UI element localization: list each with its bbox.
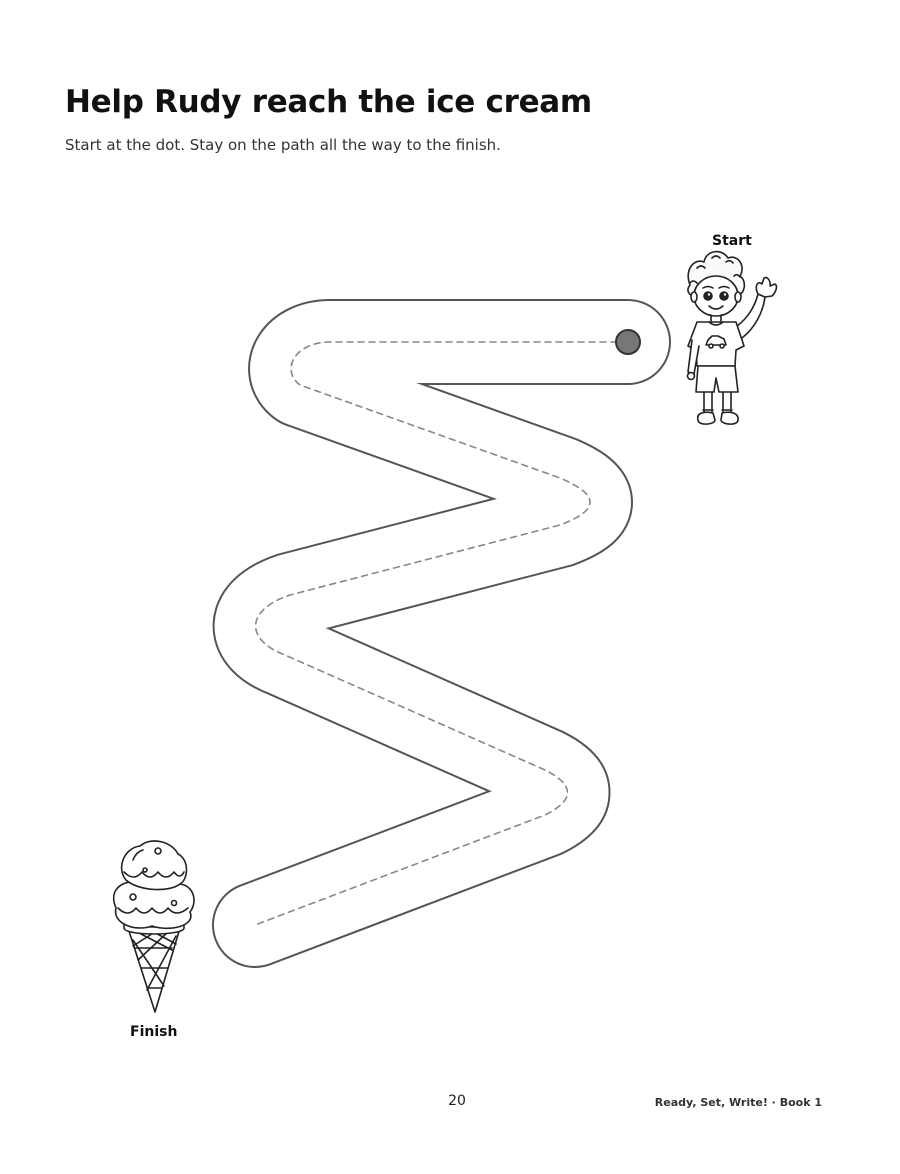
- maze-path-fill: [255, 342, 628, 925]
- start-label: Start: [712, 233, 752, 249]
- rudy-boy-illustration: [688, 252, 777, 425]
- book-title-footer: Ready, Set, Write! · Book 1: [654, 1096, 822, 1109]
- page-number: 20: [448, 1093, 466, 1109]
- ice-cream-illustration: [114, 841, 194, 1012]
- page-title: Help Rudy reach the ice cream: [65, 84, 592, 120]
- finish-label: Finish: [130, 1024, 178, 1040]
- instructions: Start at the dot. Stay on the path all the way to the finish.: [65, 136, 501, 154]
- start-dot[interactable]: [616, 330, 640, 354]
